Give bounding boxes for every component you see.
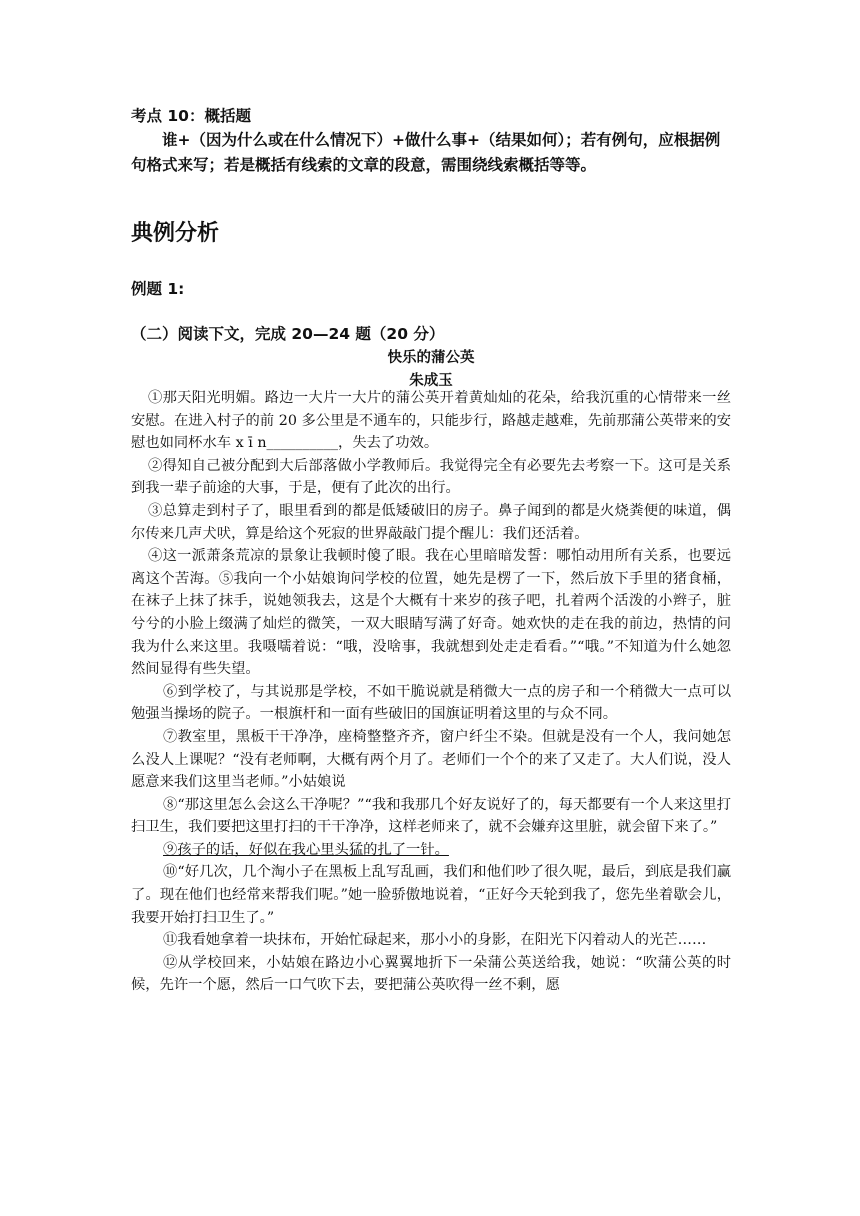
paragraph-11: ⑪我看她拿着一块抹布，开始忙碌起来，那小小的身影，在阳光下闪着动人的光芒…… [163, 932, 707, 949]
example-label: 例题 1: [131, 280, 185, 298]
underlined-sentence: ⑨孩子的话，好似在我心里头猛的扎了一针。 [163, 841, 449, 858]
paragraph-8: ⑧“那这里怎么会这么干净呢？”“我和我那几个好友说好了的，每天都要有一个人来这里打扫卫生，我们要把这里打扫的干干净净，这样老师来了，就不会嫌弃这里脏，就会留下来了。” [131, 796, 731, 836]
section-heading: 典例分析 [131, 221, 220, 246]
kaodian-title: 考点 10：概括题 [131, 107, 251, 125]
article-author: 朱成玉 [409, 373, 453, 389]
reading-intro: （二）阅读下文，完成 20—24 题（20 分） [131, 325, 445, 343]
kaodian-body: 谁+（因为什么或在什么情况下）+做什么事+（结果如何）；若有例句，应根据例句格式来写；若是概括有线索的文章的段意，需围绕线索概括等等。 [131, 131, 721, 174]
paragraph-9 [131, 839, 731, 862]
paragraph-6: ⑥到学校了，与其说那是学校，不如干脆说就是稍微大一点的房子和一个稍微大一点可以勉强当操场的院子。一根旗杆和一面有些破旧的国旗证明着这里的与众不同。 [131, 683, 731, 723]
paragraph-3: ③总算走到村子了，眼里看到的都是低矮破旧的房子。鼻子闻到的都是火烧粪便的味道，偶尔传来几声犬吠，算是给这个死寂的世界敲敲门提个醒儿：我们还活着。 [131, 502, 731, 542]
paragraph-10: ⑩“好几次，几个淘小子在黑板上乱写乱画，我们和他们吵了很久呢，最后，到底是我们赢了。现在他们也经常来帮我们呢。”她一脸骄傲地说着，“正好今天轮到我了，您先坐着歇会儿，我要开始打扫卫生了。” [131, 864, 731, 926]
paragraph-4: ④这一派萧条荒凉的景象让我顿时傻了眼。我在心里暗暗发誓：哪怕动用所有关系，也要远离这个苦海。⑤我向一个小姑娘询问学校的位置，她先是楞了一下，然后放下手里的猪食桶，在袜子上抹了抹手，说她领我去，这是个大概有十来岁的孩子吧，扎着两个活泼的小辫子，脏兮兮的小脸上缀满了灿烂的微笑，一双大眼睛写满了好奇。她欢快的走在我的前边，热情的问我为什么来这里。我嗫嚅着说：“哦，没啥事，我就想到处走走看看。”“哦。”不知道为什么她忽然间显得有些失望。 [131, 548, 731, 678]
article-title: 快乐的蒲公英 [387, 350, 475, 366]
article-body [131, 387, 731, 997]
paragraph-7: ⑦教室里，黑板干干净净，座椅整整齐齐，窗户纤尘不染。但就是没有一个人，我问她怎么没人上课呢？“没有老师啊，大概有两个月了。老师们一个个的来了又走了。大人们说，没人愿意来我们这里当老师。”小姑娘说 [131, 728, 731, 791]
paragraph-12: ⑫从学校回来，小姑娘在路边小心翼翼地折下一朵蒲公英送给我，她说：“吹蒲公英的时候，先许一个愿，然后一口气吹下去，要把蒲公英吹得一丝不剩，愿 [131, 954, 731, 994]
paragraph-2: ②得知自己被分配到大后部落做小学教师后。我觉得完全有必要先去考察一下。这可是关系到我一辈子前途的大事，于是，便有了此次的出行。 [131, 457, 731, 497]
paragraph-1: ①那天阳光明媚。路边一大片一大片的蒲公英开着黄灿灿的花朵，给我沉重的心情带来一丝安慰。在进入村子的前 20 多公里是不通车的，只能步行，路越走越难，先前那蒲公英带来的安慰也如同杯水车 x ī n__________，失去了功效。 [131, 390, 731, 452]
